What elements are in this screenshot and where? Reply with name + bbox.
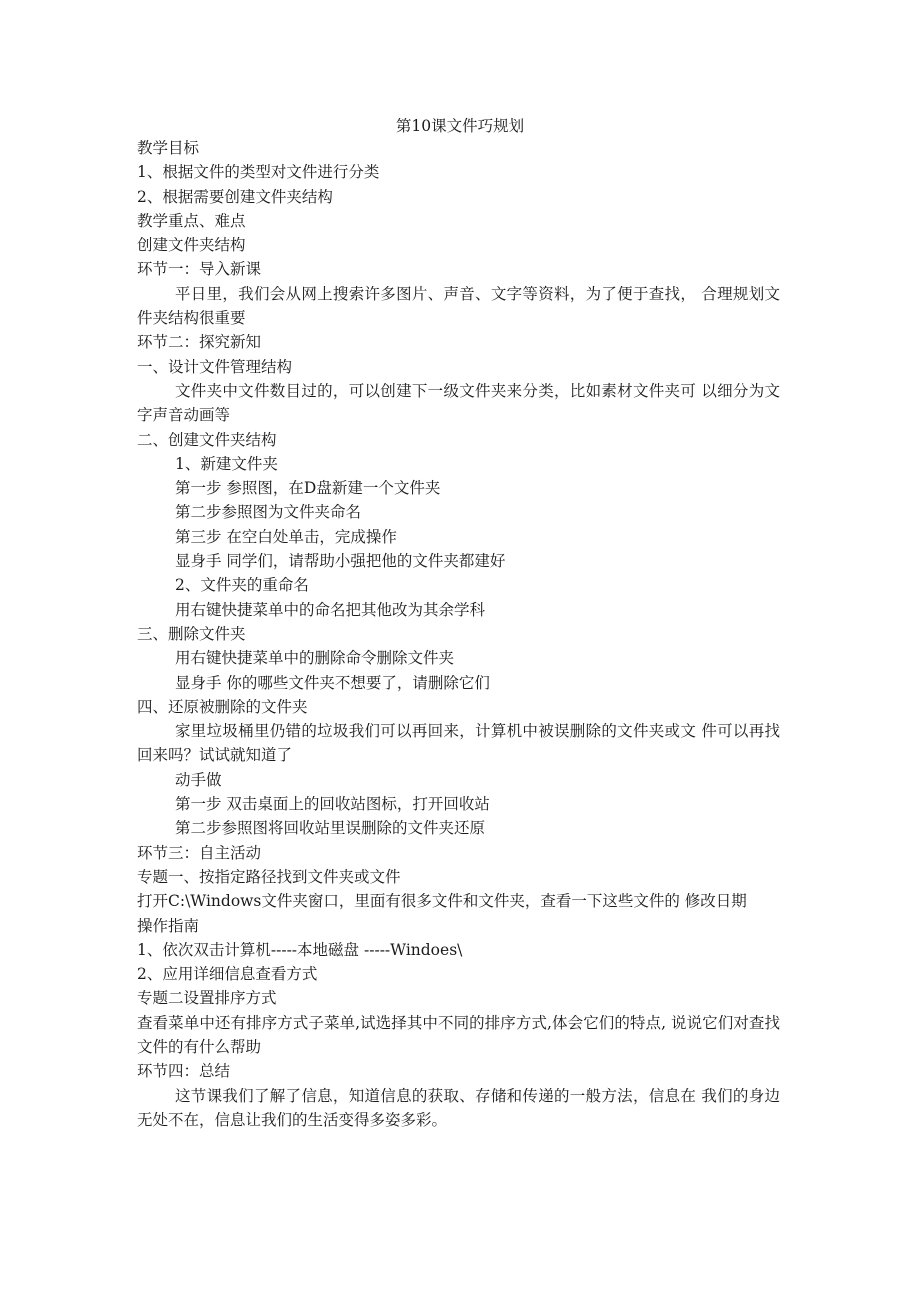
text-line: 1、根据文件的类型对文件进行分类 (137, 163, 380, 182)
text-line: 2、应用详细信息查看方式 (137, 965, 318, 984)
text-line: 四、还原被删除的文件夹 (137, 697, 308, 716)
text-line: 第二步参照图为文件夹命名 (175, 503, 362, 522)
text-line: 显身手 同学们，请帮助小强把他的文件夹都建好 (175, 552, 506, 571)
text-line: 环节三：自主活动 (137, 843, 262, 862)
text-line: 1、依次双击计算机-----本地磁盘 -----Windoes\ (137, 940, 463, 959)
text-line: 环节一：导入新课 (137, 260, 262, 279)
text-line: 2、根据需要创建文件夹结构 (137, 187, 333, 206)
document-body (137, 136, 780, 1132)
text-line: 2、文件夹的重命名 (175, 576, 309, 595)
text-line: 专题二设置排序方式 (137, 989, 277, 1008)
text-line: 用右键快捷菜单中的删除命令删除文件夹 (175, 649, 455, 668)
document-title: 第10课文件巧规划 (395, 117, 525, 135)
text-line: 三、删除文件夹 (137, 624, 246, 643)
text-line: 显身手 你的哪些文件夹不想要了，请删除它们 (175, 673, 490, 692)
text-line: 第二步参照图将回收站里误删除的文件夹还原 (175, 819, 486, 838)
text-line: 第一步 双击桌面上的回收站图标，打开回收站 (175, 795, 490, 814)
text-line: 第三步 在空白处单击，完成操作 (175, 527, 397, 546)
text-line: 打开C:\Windows文件夹窗口，里面有很多文件和文件夹，查看一下这些文件的 修改日期 (137, 892, 747, 911)
text-line: 教学重点、难点 (137, 211, 246, 230)
text-line: 环节四：总结 (137, 1062, 231, 1081)
paragraph: 家里垃圾桶里仍错的垃圾我们可以再回来，计算机中被误删除的文件夹或文 件可以再找回来吗？试试就知道了 (137, 722, 780, 765)
text-line: 第一步 参照图，在D盘新建一个文件夹 (175, 479, 441, 498)
text-line: 二、创建文件夹结构 (137, 430, 277, 449)
paragraph: 平日里，我们会从网上搜索许多图片、声音、文字等资料，为了便于查找， 合理规划文件夹结构很重要 (137, 284, 780, 328)
text-line: 动手做 (175, 770, 222, 789)
text-line: 操作指南 (137, 916, 200, 935)
text-line: 一、设计文件管理结构 (137, 357, 293, 376)
text-line: 1、新建文件夹 (175, 454, 278, 473)
text-line: 教学目标 (137, 139, 200, 157)
text-line: 查看菜单中还有排序方式子菜单,试选择其中不同的排序方式,体会它们的特点, 说说它们对查找文件的有什么帮助 (137, 1013, 780, 1056)
paragraph: 文件夹中文件数目过的，可以创建下一级文件夹来分类，比如素材文件夹可 以细分为文字声音动画等 (137, 381, 780, 425)
text-line: 用右键快捷菜单中的命名把其他改为其余学科 (175, 600, 486, 619)
paragraph: 这节课我们了解了信息，知道信息的获取、存储和传递的一般方法，信息在 我们的身边无处不在，信息让我们的生活变得多姿多彩。 (137, 1086, 780, 1129)
text-line: 创建文件夹结构 (137, 236, 246, 255)
text-line: 环节二：探究新知 (137, 333, 262, 352)
text-line: 专题一、按指定路径找到文件夹或文件 (137, 867, 401, 886)
